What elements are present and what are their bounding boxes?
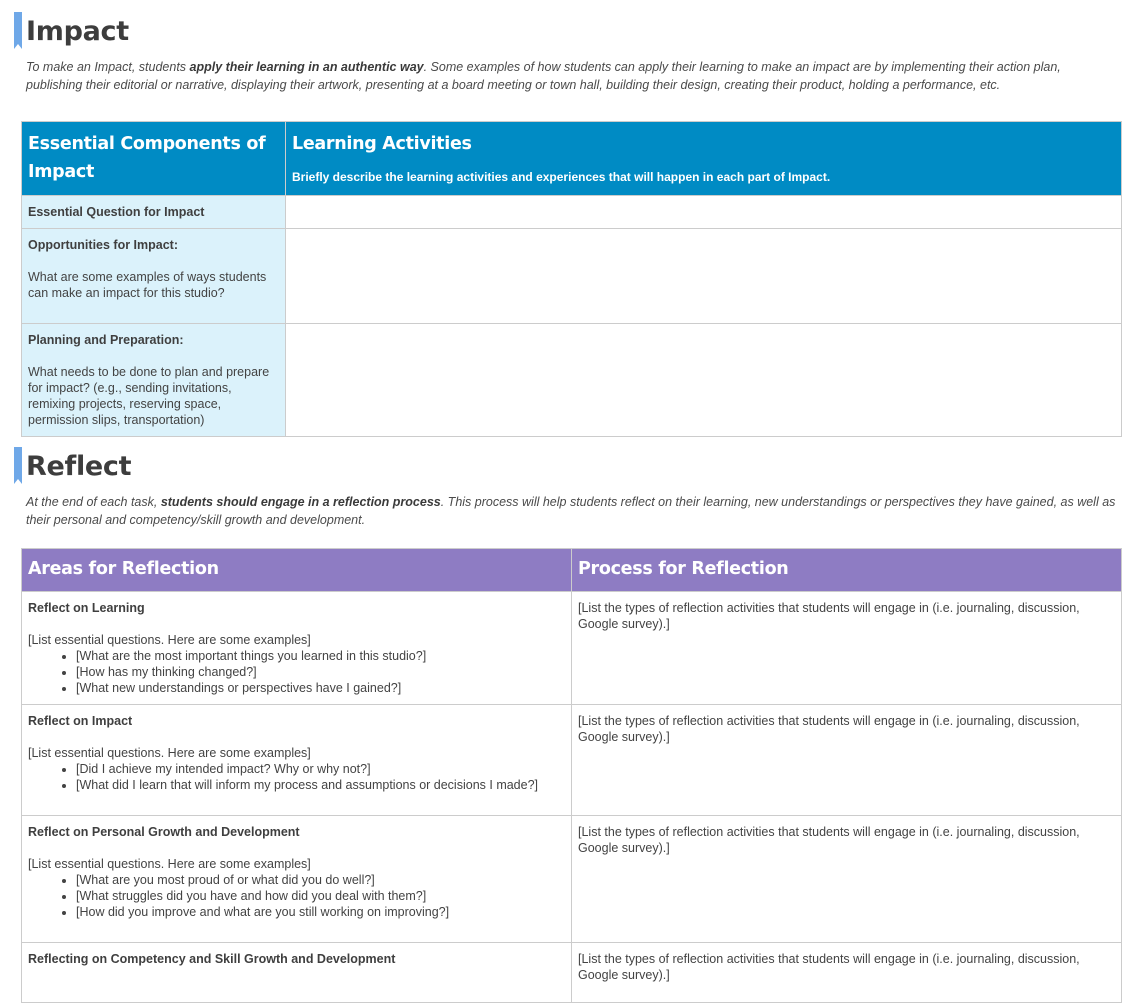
table-row [22,705,1122,816]
reflection-area-title: Reflect on Personal Growth and Development [28,825,300,839]
impact-col1-header [22,122,286,196]
reflection-area-intro: [List essential questions. Here are some examples] [28,746,311,760]
reflection-area-title: Reflecting on Competency and Skill Growth and Development [28,952,396,966]
reflect-col2-header-text: Process for Reflection [578,559,789,579]
reflection-process-text: [List the types of reflection activities that students will engage in (i.e. journaling, discussion, Google survey).] [578,714,1080,744]
list-item: • [What are the most important things you learned in this studio?] [76,648,565,664]
reflect-col2-header [572,549,1122,592]
impact-row-label [22,229,286,324]
reflection-process-text: [List the types of reflection activities that students will engage in (i.e. journaling, discussion, Google survey).] [578,601,1080,631]
impact-col2-header-text: Learning Activities [292,134,472,154]
list-item: • [What new understandings or perspectives have I gained?] [76,680,565,696]
impact-intro [26,58,1116,94]
list-item: • [What struggles did you have and how did you deal with them?] [76,888,565,904]
reflection-questions-list [28,648,565,696]
reflect-title: Reflect [26,451,132,482]
reflection-area-cell[interactable] [22,943,572,1003]
impact-heading [14,12,129,52]
table-row [22,592,1122,705]
reflection-process-text: [List the types of reflection activities that students will engage in (i.e. journaling, discussion, Google survey).] [578,825,1080,855]
reflection-process-cell[interactable] [572,592,1122,705]
table-row [22,196,1122,229]
impact-col2-subheader: Briefly describe the learning activities and experiences that will happen in each part of Impact. [292,170,831,184]
row-label-title: Opportunities for Impact: [28,238,178,252]
reflection-process-cell[interactable] [572,705,1122,816]
impact-title: Impact [26,16,129,47]
reflection-area-cell[interactable] [22,592,572,705]
reflection-questions-list [28,872,565,920]
reflection-area-title: Reflect on Impact [28,714,133,728]
reflection-process-cell[interactable] [572,943,1122,1003]
reflection-area-intro: [List essential questions. Here are some examples] [28,633,311,647]
reflect-intro [26,493,1116,529]
reflection-area-intro: [List essential questions. Here are some examples] [28,857,311,871]
reflect-col1-header [22,549,572,592]
row-label-title: Planning and Preparation: [28,333,184,347]
reflect-intro-emphasis: students should engage in a reflection process [160,495,441,509]
reflect-heading [14,447,131,487]
impact-table-header-row [22,122,1122,196]
reflect-intro-text-cont: . This process will help students reflect on their learning, new understandings or perspectives they have gained, as well as their personal and competency/skill growth and development. [26,495,1116,527]
list-item: • [How did you improve and what are you still working on improving?] [76,904,565,920]
table-row [22,943,1122,1003]
impact-col1-header-text: Essential Components of Impact [28,134,266,182]
impact-col2-header [286,122,1122,196]
reflection-area-cell[interactable] [22,705,572,816]
reflect-table-header-row [22,549,1122,592]
impact-row-label [22,196,286,229]
reflection-area-cell[interactable] [22,816,572,943]
reflection-area-title: Reflect on Learning [28,601,145,615]
reflect-intro-text: At the end of each task, [26,495,161,509]
impact-row-value-cell[interactable] [286,196,1122,229]
impact-intro-emphasis: apply their learning in an authentic way [189,60,424,74]
table-row [22,816,1122,943]
list-item: • [Did I achieve my intended impact? Why or why not?] [76,761,565,777]
row-label-description: What are some examples of ways students can make an impact for this studio? [28,270,267,300]
list-item: • [How has my thinking changed?] [76,664,565,680]
list-item: • [What did I learn that will inform my process and assumptions or decisions I made?] [76,777,565,793]
impact-intro-text: To make an Impact, students [26,60,190,74]
reflect-col1-header-text: Areas for Reflection [28,559,219,579]
reflection-questions-list [28,761,565,793]
impact-row-value-cell[interactable] [286,229,1122,324]
table-row [22,324,1122,437]
impact-table [21,121,1122,437]
bookmark-icon [14,447,22,484]
table-row [22,229,1122,324]
reflect-table [21,548,1122,1003]
impact-row-label [22,324,286,437]
impact-row-value-cell[interactable] [286,324,1122,437]
bookmark-icon [14,12,22,49]
reflection-process-text: [List the types of reflection activities that students will engage in (i.e. journaling, discussion, Google survey).] [578,952,1080,982]
row-label-title: Essential Question for Impact [28,205,205,219]
row-label-description: What needs to be done to plan and prepare for impact? (e.g., sending invitations, remixing projects, reserving space, permission slips, transportation) [28,365,270,427]
reflection-process-cell[interactable] [572,816,1122,943]
impact-intro-text-cont: . Some examples of how students can apply their learning to make an impact are by implementing their action plan, publishing their editorial or narrative, displaying their artwork, presenting at a board meeting or town hall, building their design, creating their product, holding a performance, etc. [26,60,1061,92]
list-item: • [What are you most proud of or what did you do well?] [76,872,565,888]
